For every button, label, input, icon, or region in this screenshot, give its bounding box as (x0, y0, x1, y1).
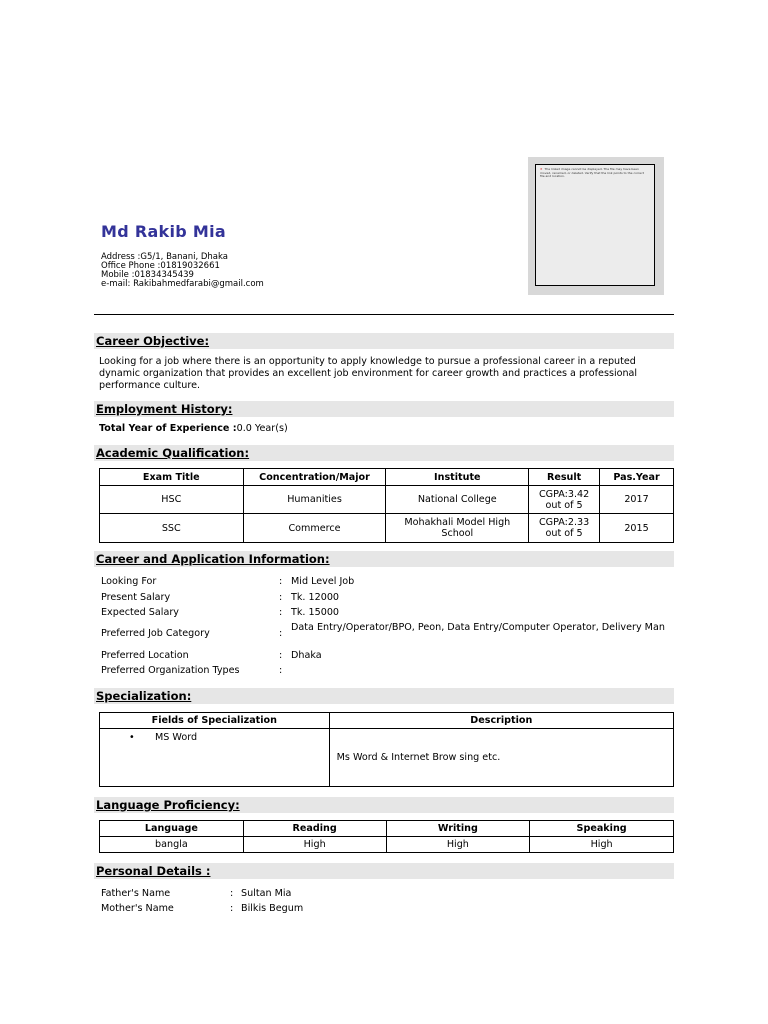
table-header-row (100, 713, 674, 729)
career-info-section (94, 551, 674, 567)
broken-image-icon: ✕ (540, 167, 543, 171)
table-header-row (100, 821, 674, 837)
info-colon: : (279, 628, 283, 639)
section-title: Career Objective: (96, 334, 210, 348)
table-header: Speaking (530, 821, 674, 837)
office-phone-line: Office Phone :01819032661 (101, 261, 220, 271)
info-label: Preferred Job Category (101, 628, 210, 639)
academic-section (94, 445, 674, 461)
personal-label: Mother's Name (101, 903, 174, 914)
table-header: Institute (386, 469, 529, 486)
career-objective-text: Looking for a job where there is an opportunity to apply knowledge to pursue a professional career in a reputed dynamic organization that provides an excellent job environment for career growth and practices a professional performance culture. (99, 356, 638, 391)
info-label: Expected Salary (101, 607, 179, 618)
table-header: Pas.Year (600, 469, 674, 486)
mobile-line: Mobile :01834345439 (101, 270, 194, 280)
experience-line (99, 423, 669, 435)
info-label: Preferred Organization Types (101, 665, 240, 676)
table-cell: CGPA:2.33 out of 5 (529, 514, 600, 543)
career-objective-section (94, 333, 674, 349)
table-header: Language (100, 821, 244, 837)
table-row (100, 514, 674, 543)
specialization-section (94, 688, 674, 704)
language-table (99, 820, 674, 853)
personal-colon: : (230, 888, 234, 899)
table-cell (100, 729, 330, 787)
table-cell: National College (386, 486, 529, 514)
table-cell: CGPA:3.42 out of 5 (529, 486, 600, 514)
bullet-icon: • (129, 732, 135, 743)
experience-value: 0.0 Year(s) (236, 423, 288, 434)
personal-value: Sultan Mia (241, 888, 292, 899)
section-title: Academic Qualification: (96, 446, 250, 460)
email-line: e-mail: Rakibahmedfarabi@gmail.com (101, 279, 264, 289)
info-colon: : (279, 650, 283, 661)
info-label: Preferred Location (101, 650, 189, 661)
table-header: Fields of Specialization (100, 713, 330, 729)
info-value: Tk. 15000 (291, 607, 340, 618)
table-cell: Humanities (243, 486, 386, 514)
section-title: Personal Details : (96, 864, 211, 878)
table-header: Concentration/Major (243, 469, 386, 486)
info-label: Looking For (101, 576, 157, 587)
table-row (100, 486, 674, 514)
table-header: Reading (243, 821, 386, 837)
table-row (100, 837, 674, 853)
section-title: Employment History: (96, 402, 233, 416)
table-cell: High (530, 837, 674, 853)
language-section (94, 797, 674, 813)
table-header: Exam Title (100, 469, 244, 486)
section-title: Career and Application Information: (96, 552, 330, 566)
specialization-description: Ms Word & Internet Brow sing etc. (329, 729, 673, 787)
section-title: Specialization: (96, 689, 192, 703)
table-cell: Mohakhali Model High School (386, 514, 529, 543)
table-cell: 2017 (600, 486, 674, 514)
table-cell: SSC (100, 514, 244, 543)
info-value: Data Entry/Operator/BPO, Peon, Data Entry/Computer Operator, Delivery Man (291, 622, 665, 633)
info-label: Present Salary (101, 592, 171, 603)
section-title: Language Proficiency: (96, 798, 240, 812)
personal-colon: : (230, 903, 234, 914)
table-cell: 2015 (600, 514, 674, 543)
info-value: Mid Level Job (291, 576, 355, 587)
table-header: Description (329, 713, 673, 729)
table-row (100, 729, 674, 787)
table-header-row (100, 469, 674, 486)
table-cell: High (386, 837, 530, 853)
broken-image-frame (535, 164, 655, 286)
info-colon: : (279, 592, 283, 603)
specialization-table (99, 712, 674, 787)
candidate-name: Md Rakib Mia (101, 222, 227, 241)
personal-value: Bilkis Begum (241, 903, 304, 914)
info-value: Dhaka (291, 650, 322, 661)
personal-details-section (94, 863, 674, 879)
address-line: Address :G5/1, Banani, Dhaka (101, 252, 228, 262)
table-cell: Commerce (243, 514, 386, 543)
table-cell: bangla (100, 837, 244, 853)
table-header: Writing (386, 821, 530, 837)
header-divider (94, 314, 674, 315)
table-cell: HSC (100, 486, 244, 514)
experience-label: Total Year of Experience : (99, 423, 237, 434)
photo-placeholder (528, 157, 664, 295)
table-cell: High (243, 837, 386, 853)
info-colon: : (279, 607, 283, 618)
employment-history-section (94, 401, 674, 417)
specialization-field: MS Word (155, 732, 198, 743)
personal-label: Father's Name (101, 888, 171, 899)
broken-image-message: ✕ The linked image cannot be displayed. The file may have been moved, renamed, or deleted. Verify that the link points to the correct file and location. (540, 167, 644, 178)
academic-table (99, 468, 674, 543)
info-colon: : (279, 665, 283, 676)
table-header: Result (529, 469, 600, 486)
info-value: Tk. 12000 (291, 592, 340, 603)
info-colon: : (279, 576, 283, 587)
